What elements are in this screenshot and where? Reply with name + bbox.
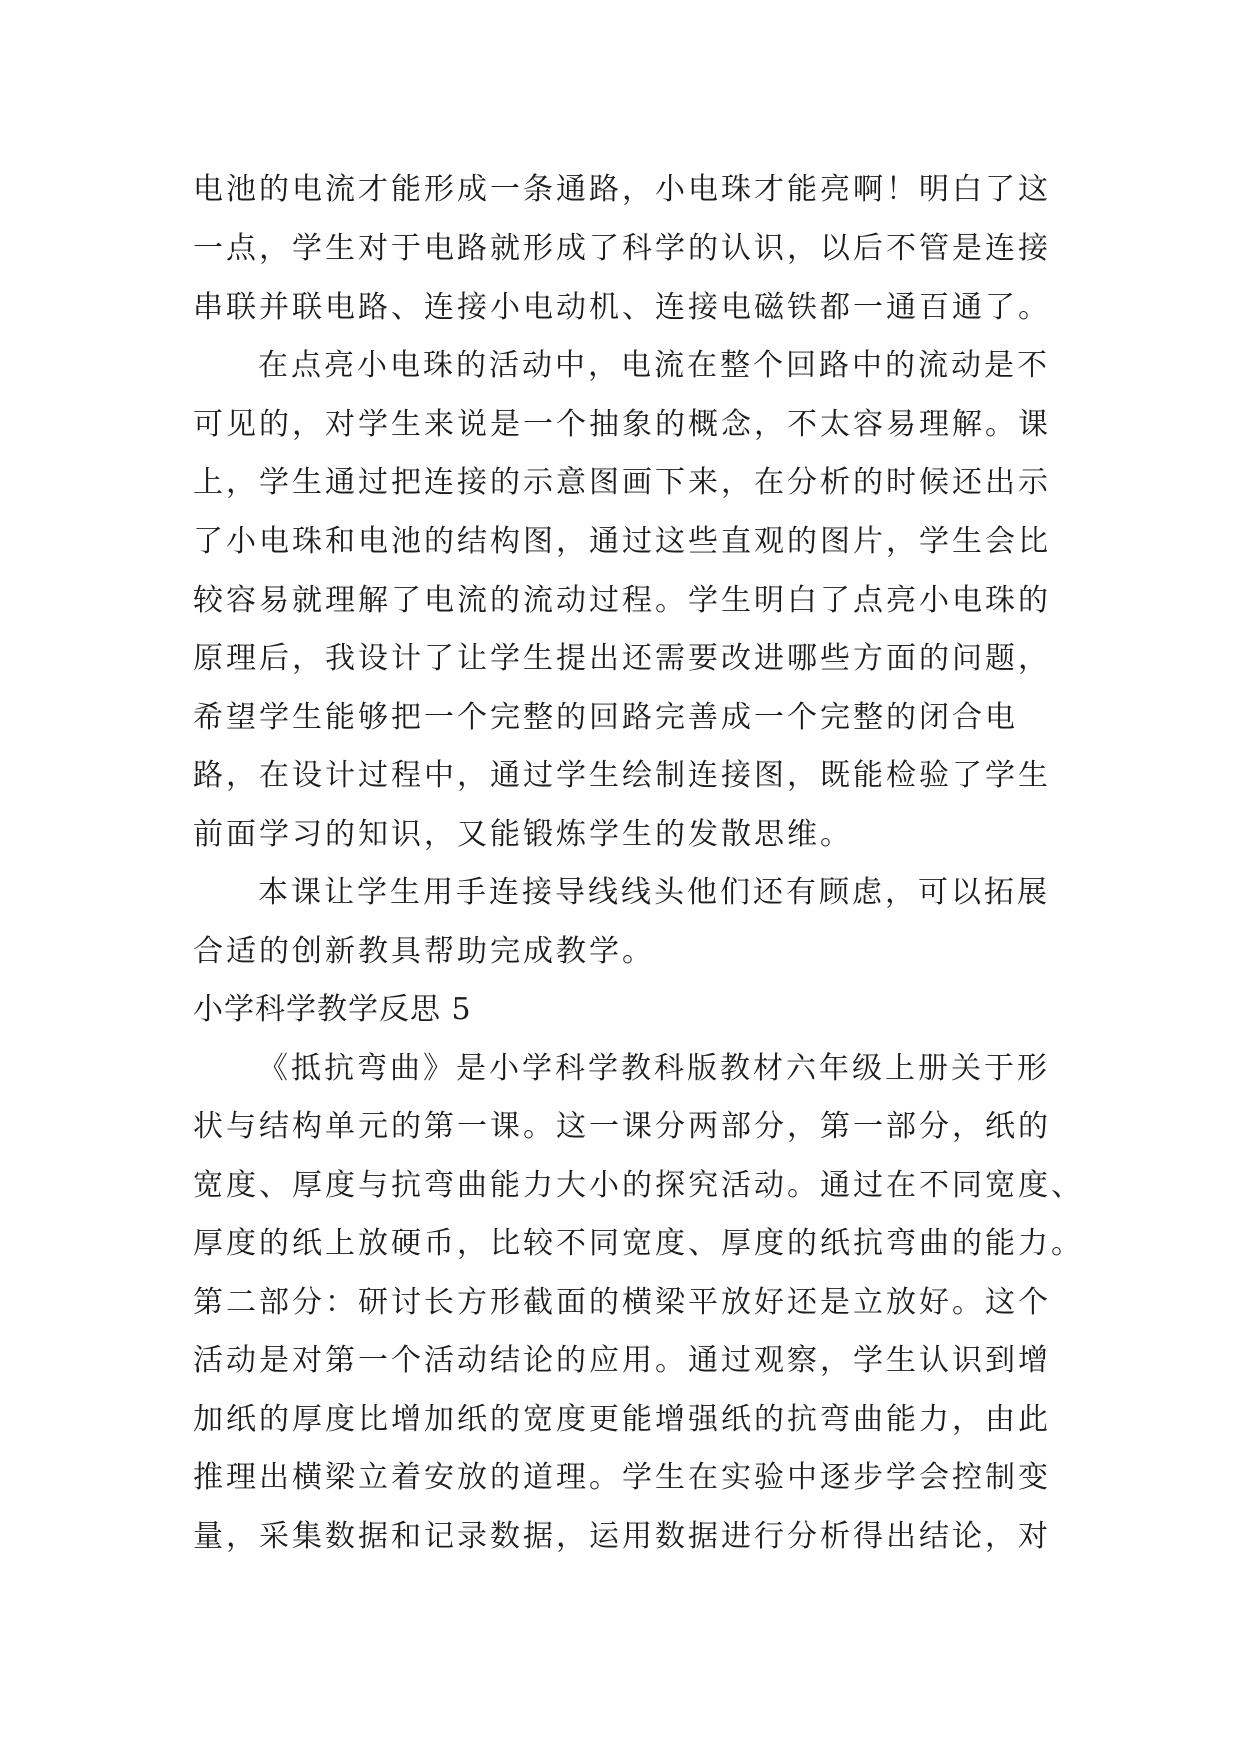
text-line: 第二部分：研讨长方形截面的横梁平放好还是立放好。这个	[193, 1285, 1051, 1320]
text-line: 希望学生能够把一个完整的回路完善成一个完整的闭合电	[193, 700, 1018, 735]
text-line: 原理后，我设计了让学生提出还需要改进哪些方面的问题，	[193, 641, 1051, 676]
text-line: 了小电珠和电池的结构图，通过这些直观的图片，学生会比	[193, 524, 1051, 559]
text-line: 上，学生通过把连接的示意图画下来，在分析的时候还出示	[193, 465, 1051, 500]
text-line: 串联并联电路、连接小电动机、连接电磁铁都一通百通了。	[193, 290, 1051, 325]
text-line: 合适的创新教具帮助完成教学。	[193, 934, 655, 969]
text-line: 推理出横梁立着安放的道理。学生在实验中逐步学会控制变	[193, 1460, 1051, 1495]
paragraph-first-line: 在点亮小电珠的活动中，电流在整个回路中的流动是不	[258, 348, 1050, 383]
text-line: 可见的，对学生来说是一个抽象的概念，不太容易理解。课	[193, 407, 1051, 442]
text-line: 前面学习的知识，又能锻炼学生的发散思维。	[193, 817, 853, 852]
text-line: 厚度的纸上放硬币，比较不同宽度、厚度的纸抗弯曲的能力。	[193, 1226, 1084, 1261]
text-line: 量，采集数据和记录数据，运用数据进行分析得出结论，对	[193, 1519, 1051, 1554]
text-line: 路，在设计过程中，通过学生绘制连接图，既能检验了学生	[193, 758, 1051, 793]
text-line: 较容易就理解了电流的流动过程。学生明白了点亮小电珠的	[193, 583, 1051, 618]
paragraph-first-line: 本课让学生用手连接导线线头他们还有顾虑，可以拓展	[258, 875, 1050, 910]
text-line: 活动是对第一个活动结论的应用。通过观察，学生认识到增	[193, 1343, 1051, 1378]
text-line: 加纸的厚度比增加纸的宽度更能增强纸的抗弯曲能力，由此	[193, 1402, 1051, 1437]
section-heading: 小学科学教学反思 5	[193, 992, 472, 1027]
text-line: 一点，学生对于电路就形成了科学的认识，以后不管是连接	[193, 231, 1051, 266]
text-line: 状与结构单元的第一课。这一课分两部分，第一部分，纸的	[193, 1109, 1051, 1144]
paragraph-first-line: 《抵抗弯曲》是小学科学教科版教材六年级上册关于形	[258, 1051, 1050, 1086]
text-line: 电池的电流才能形成一条通路，小电珠才能亮啊！明白了这	[193, 172, 1051, 207]
text-line: 宽度、厚度与抗弯曲能力大小的探究活动。通过在不同宽度、	[193, 1168, 1084, 1203]
